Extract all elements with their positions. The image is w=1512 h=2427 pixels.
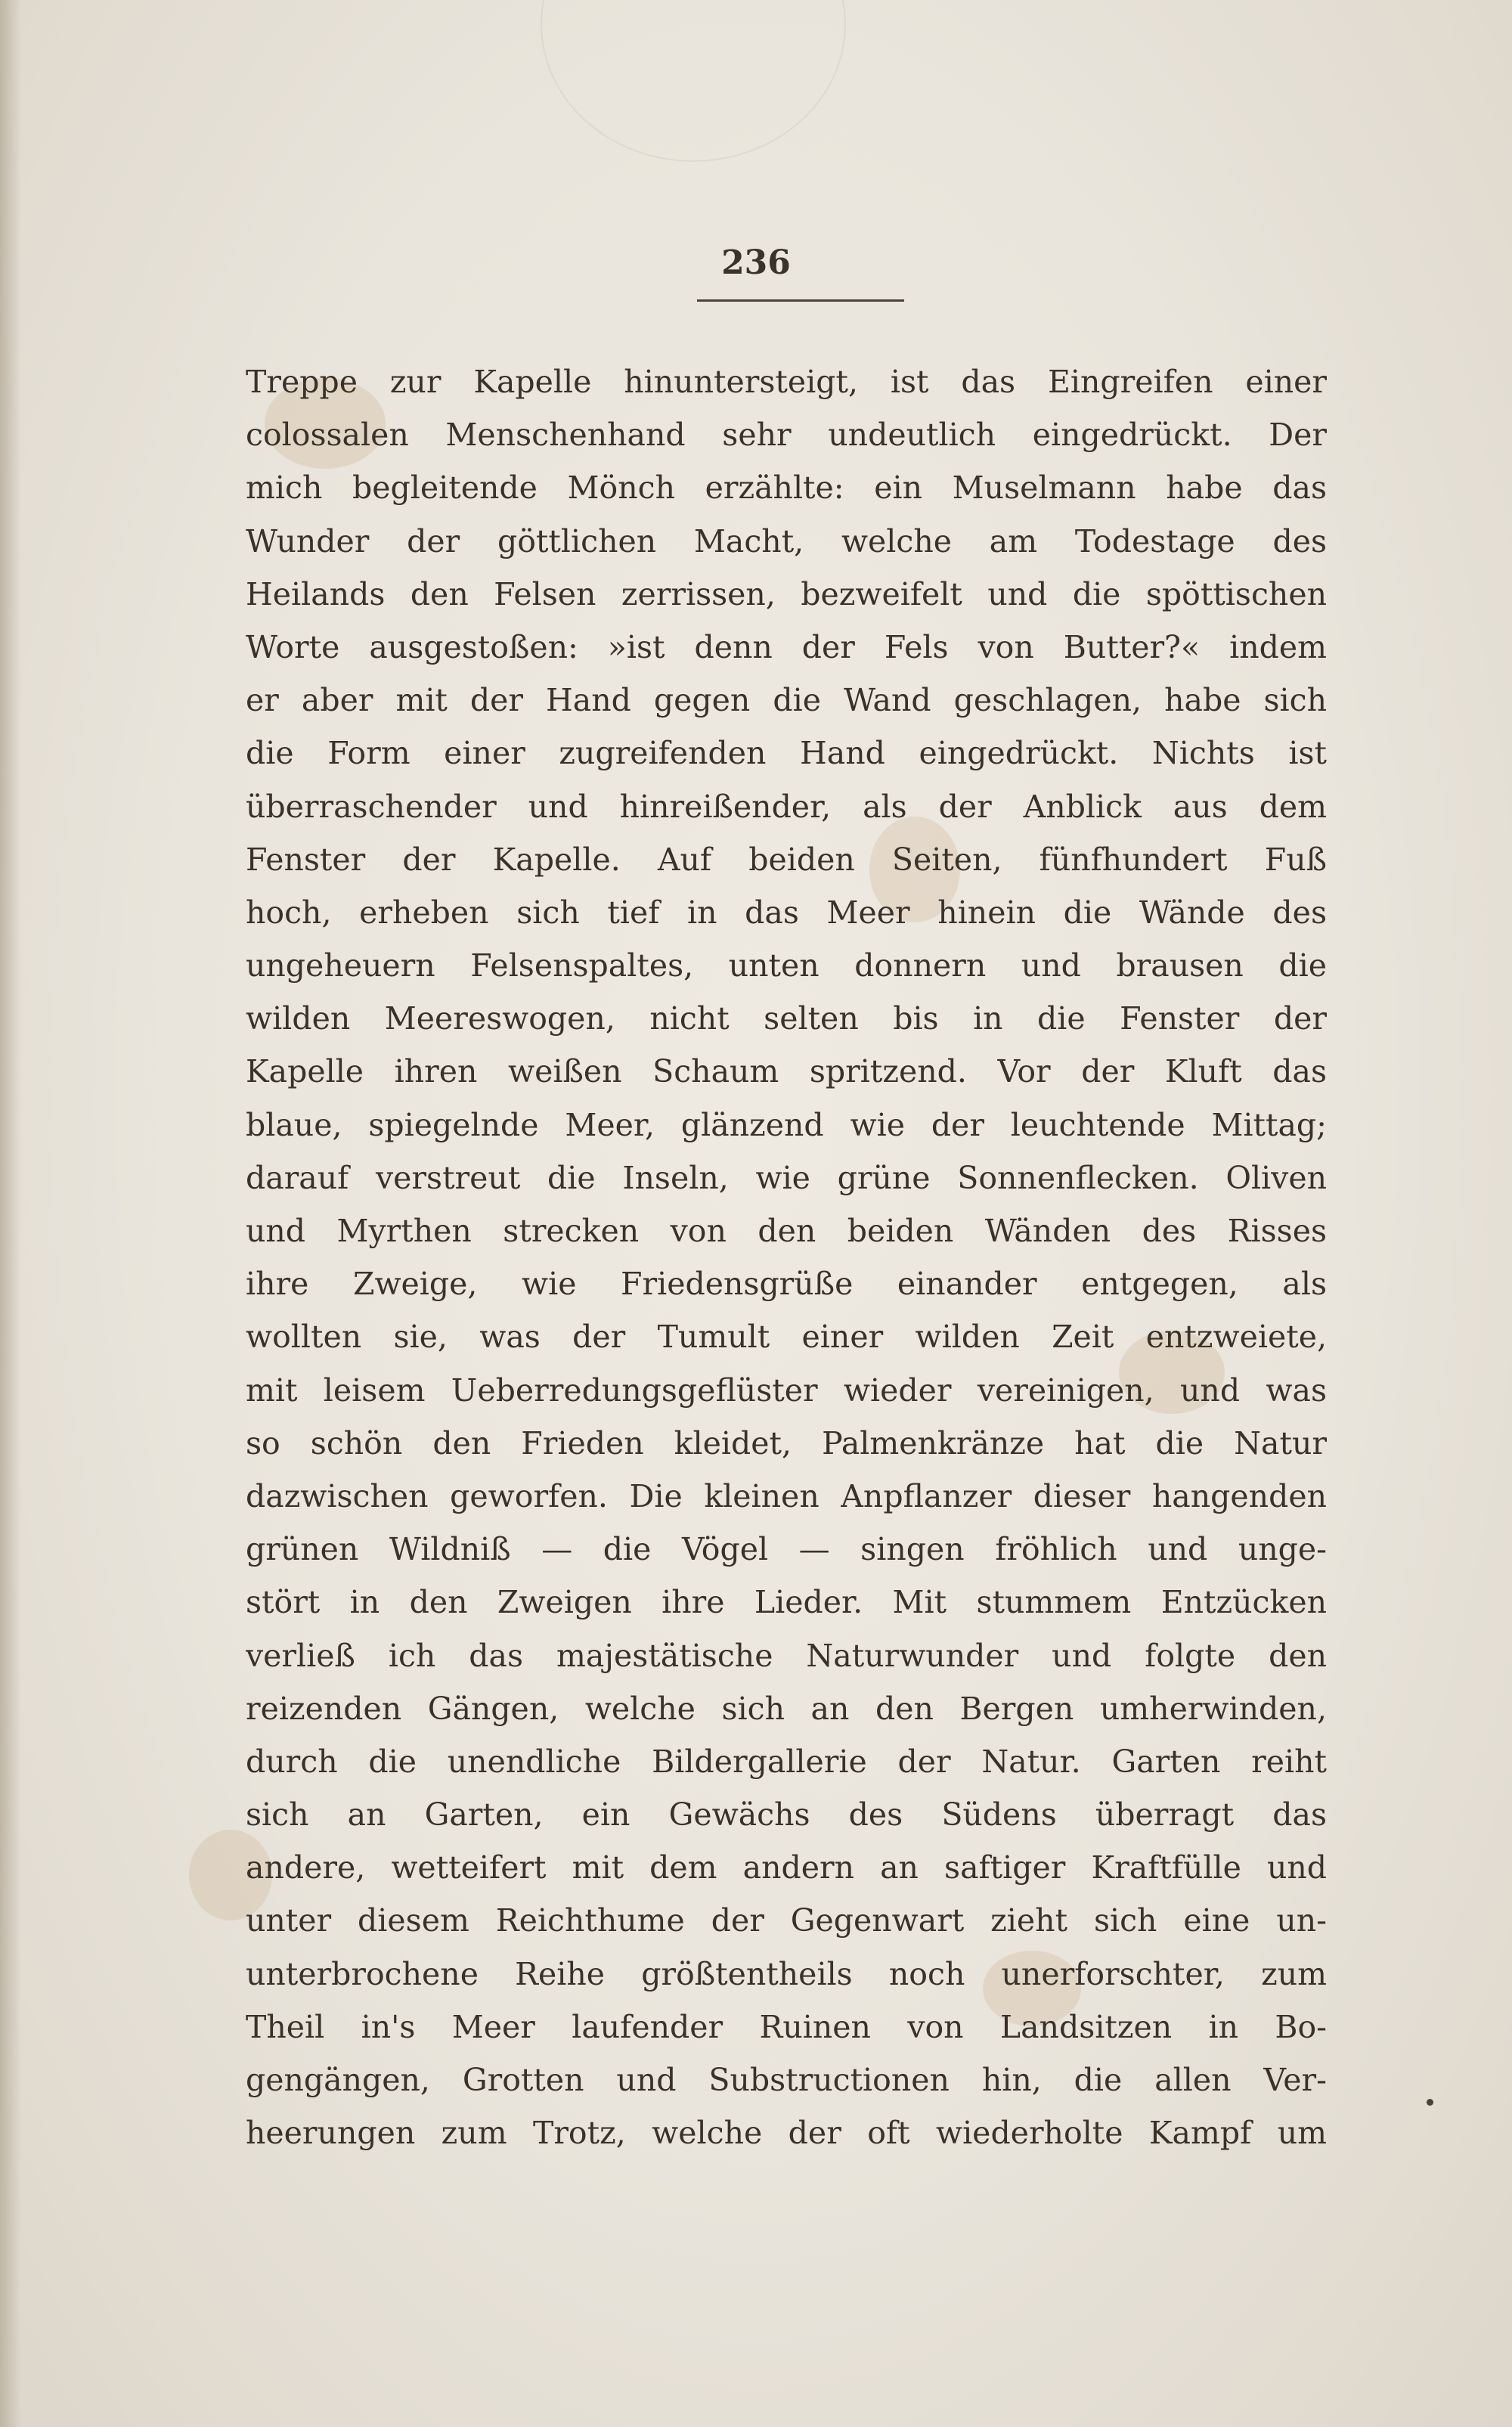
text-line: Heilands den Felsen zerrissen, bezweifelt und die spöttischen bbox=[246, 575, 1327, 612]
paper-arc-mark bbox=[541, 0, 846, 162]
text-line: darauf verstreut die Inseln, wie grüne Sonnenflecken. Oliven bbox=[246, 1159, 1327, 1196]
text-line: die Form einer zugreifenden Hand eingedrückt. Nichts ist bbox=[246, 735, 1327, 772]
page-binding-shadow bbox=[0, 0, 21, 2427]
text-line: Wunder der göttlichen Macht, welche am Todestage des bbox=[246, 522, 1327, 559]
text-line: unter diesem Reichthume der Gegenwart zieht sich eine un- bbox=[246, 1902, 1327, 1939]
text-line: sich an Garten, ein Gewächs des Südens überragt das bbox=[246, 1796, 1327, 1833]
margin-dot bbox=[1427, 2099, 1433, 2106]
text-line: Treppe zur Kapelle hinuntersteigt, ist das Eingreifen einer bbox=[246, 364, 1327, 400]
text-line: blaue, spiegelnde Meer, glänzend wie der leuchtende Mittag; bbox=[246, 1106, 1327, 1143]
text-line: hoch, erheben sich tief in das Meer hinein die Wände des bbox=[246, 894, 1327, 931]
text-line: wilden Meereswogen, nicht selten bis in die Fenster der bbox=[246, 1000, 1327, 1037]
header-rule bbox=[697, 299, 904, 302]
text-line: ihre Zweige, wie Friedensgrüße einander entgegen, als bbox=[246, 1266, 1327, 1303]
text-line: Fenster der Kapelle. Auf beiden Seiten, fünfhundert Fuß bbox=[246, 841, 1327, 878]
text-line: und Myrthen strecken von den beiden Wänden des Risses bbox=[246, 1213, 1327, 1249]
text-line: dazwischen geworfen. Die kleinen Anpflanzer dieser hangenden bbox=[246, 1477, 1327, 1514]
page-number: 236 bbox=[721, 243, 791, 282]
text-line: verließ ich das majestätische Naturwunder und folgte den bbox=[246, 1637, 1327, 1674]
text-line: colossalen Menschenhand sehr undeutlich eingedrückt. Der bbox=[246, 417, 1327, 454]
text-line: stört in den Zweigen ihre Lieder. Mit stummem Entzücken bbox=[246, 1584, 1327, 1621]
text-line: ungeheuern Felsenspaltes, unten donnern und brausen die bbox=[246, 947, 1327, 984]
text-line: grünen Wildniß — die Vögel — singen fröhlich und unge- bbox=[246, 1531, 1327, 1568]
text-line: andere, wetteifert mit dem andern an saftiger Kraftfülle und bbox=[246, 1849, 1327, 1886]
text-line: mich begleitende Mönch erzählte: ein Muselmann habe das bbox=[246, 470, 1327, 507]
text-line: durch die unendliche Bildergallerie der Natur. Garten reiht bbox=[246, 1743, 1327, 1780]
text-line: Theil in's Meer laufender Ruinen von Landsitzen in Bo- bbox=[246, 2008, 1327, 2045]
text-line: so schön den Frieden kleidet, Palmenkränze hat die Natur bbox=[246, 1424, 1327, 1461]
text-line: Kapelle ihren weißen Schaum spritzend. Vor der Kluft das bbox=[246, 1053, 1327, 1090]
text-line: gengängen, Grotten und Substructionen hin, die allen Ver- bbox=[246, 2062, 1327, 2098]
text-line: mit leisem Ueberredungsgeflüster wieder vereinigen, und was bbox=[246, 1372, 1327, 1409]
text-line: er aber mit der Hand gegen die Wand geschlagen, habe sich bbox=[246, 682, 1327, 719]
text-line: reizenden Gängen, welche sich an den Bergen umherwinden, bbox=[246, 1690, 1327, 1727]
body-text bbox=[246, 355, 1327, 2159]
text-line: überraschender und hinreißender, als der Anblick aus dem bbox=[246, 788, 1327, 825]
text-line: wollten sie, was der Tumult einer wilden Zeit entzweiete, bbox=[246, 1319, 1327, 1356]
text-line: heerungen zum Trotz, welche der oft wiederholte Kampf um bbox=[246, 2115, 1327, 2152]
text-line: unterbrochene Reihe größtentheils noch unerforschter, zum bbox=[246, 1955, 1327, 1992]
text-line: Worte ausgestoßen: »ist denn der Fels von Butter?« indem bbox=[246, 628, 1327, 665]
